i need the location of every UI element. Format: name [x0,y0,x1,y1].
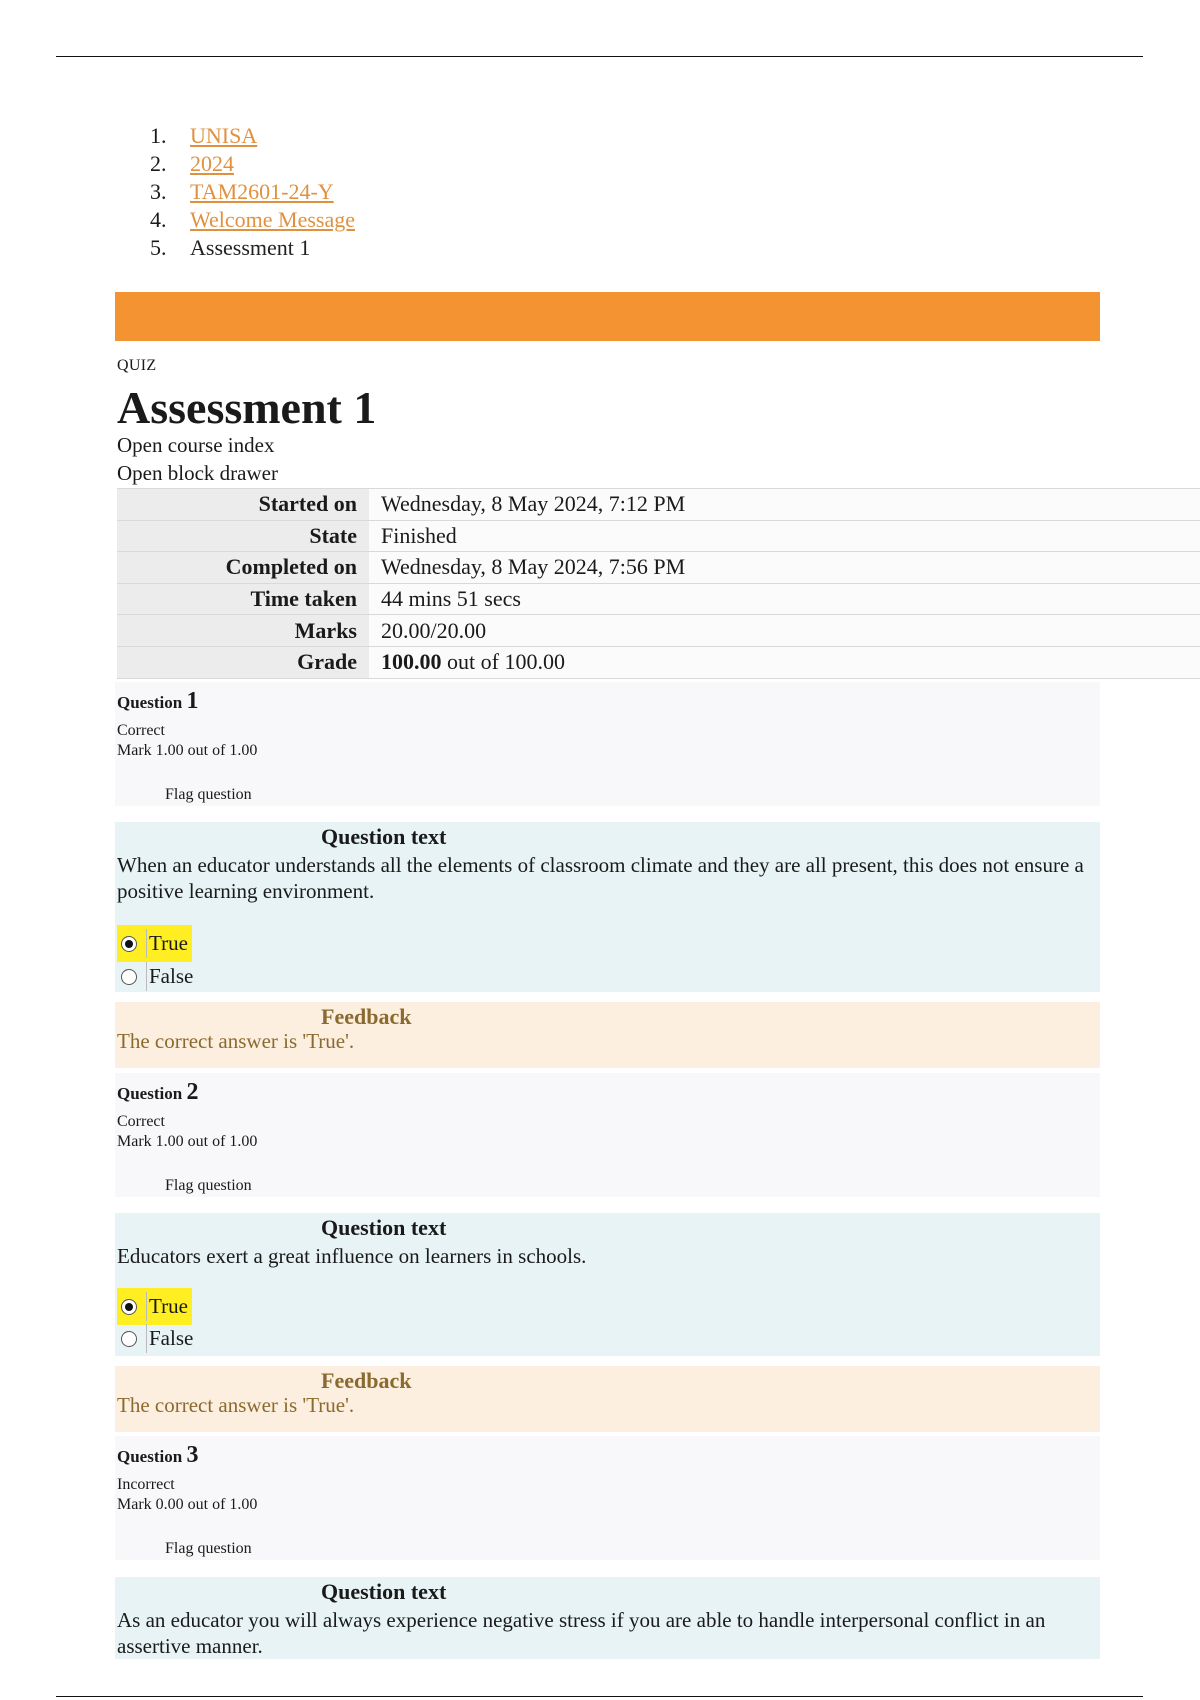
question-state: Correct [117,1113,165,1130]
summary-row-time [117,583,1200,615]
feedback-block [115,1366,1100,1432]
answer-option-true[interactable]: True [117,925,192,957]
question-info [115,1073,1100,1197]
breadcrumb [150,122,355,262]
page-kind: QUIZ [117,357,157,374]
question-text: When an educator understands all the elements of classroom climate and they are all present, this does not ensure a positive learning environment. [117,853,1084,903]
summary-label: Marks [117,615,369,647]
question-text-heading: Question text [321,824,447,849]
question-text-heading: Question text [321,1215,447,1240]
summary-label: Started on [117,489,369,521]
question-text: Educators exert a great influence on learners in schools. [117,1244,587,1268]
flag-question-link[interactable]: Flag question [165,786,252,803]
page-title: Assessment 1 [117,382,377,433]
open-block-drawer-link[interactable]: Open block drawer [117,461,278,485]
summary-value: 44 mins 51 secs [369,583,1200,615]
summary-value: 20.00/20.00 [369,615,1200,647]
breadcrumb-item: 1. UNISA [150,123,258,148]
grade-out-of: out of 100.00 [441,649,565,675]
question-mark: Mark 1.00 out of 1.00 [117,1133,258,1150]
summary-row-state [117,520,1200,552]
question-text: As an educator you will always experience negative stress if you are able to handle interpersonal conflict in an assertive manner. [117,1608,1046,1658]
radio-selected[interactable] [121,1299,137,1315]
breadcrumb-item: 4. Welcome Message [150,207,355,232]
flag-question-link[interactable]: Flag question [165,1540,252,1557]
breadcrumb-current: Assessment 1 [190,235,311,260]
feedback-text: The correct answer is 'True'. [117,1393,355,1417]
orange-banner [115,292,1100,341]
summary-value: Wednesday, 8 May 2024, 7:56 PM [369,552,1200,584]
attempt-summary-table [117,488,1200,679]
radio-unselected[interactable] [121,1331,137,1347]
question-state: Correct [117,722,165,739]
summary-row-marks [117,615,1200,647]
summary-row-started [117,489,1200,521]
summary-label: Grade [117,646,369,678]
breadcrumb-link-course[interactable]: TAM2601-24-Y [190,179,334,204]
question-info [115,682,1100,806]
grade-score: 100.00 [381,649,442,675]
question-number: Question 2 [117,1079,199,1105]
feedback-block [115,1002,1100,1068]
summary-row-completed [117,552,1200,584]
feedback-heading: Feedback [321,1368,412,1393]
breadcrumb-item: 2. 2024 [150,151,234,176]
feedback-text: The correct answer is 'True'. [117,1029,355,1053]
summary-row-grade [117,646,1200,678]
feedback-heading: Feedback [321,1004,412,1029]
question-number: Question 3 [117,1442,199,1468]
summary-label: Completed on [117,552,369,584]
open-course-index-link[interactable]: Open course index [117,433,275,457]
breadcrumb-item: 3. TAM2601-24-Y [150,179,334,204]
answer-option-false[interactable]: False [117,1324,195,1356]
question-text-block [115,1213,1100,1356]
question-mark: Mark 1.00 out of 1.00 [117,742,258,759]
question-info [115,1436,1100,1560]
summary-value: Wednesday, 8 May 2024, 7:12 PM [369,489,1200,521]
question-text-heading: Question text [321,1579,447,1604]
breadcrumb-link-year[interactable]: 2024 [190,151,234,176]
question-text-block [115,822,1100,992]
question-state: Incorrect [117,1476,175,1493]
breadcrumb-link-unisa[interactable]: UNISA [190,123,258,148]
question-mark: Mark 0.00 out of 1.00 [117,1496,258,1513]
summary-value: Finished [369,520,1200,552]
bottom-rule [56,1696,1143,1697]
breadcrumb-item: 5. Assessment 1 [150,235,311,260]
summary-label: State [117,520,369,552]
breadcrumb-link-welcome[interactable]: Welcome Message [190,207,355,232]
question-number: Question 1 [117,688,199,714]
question-text-block [115,1577,1100,1659]
radio-selected[interactable] [121,936,137,952]
answer-option-true[interactable]: True [117,1288,192,1320]
radio-unselected[interactable] [121,969,137,985]
top-rule [56,56,1143,57]
flag-question-link[interactable]: Flag question [165,1177,252,1194]
answer-option-false[interactable]: False [117,962,195,994]
summary-label: Time taken [117,583,369,615]
summary-value [369,646,1200,678]
